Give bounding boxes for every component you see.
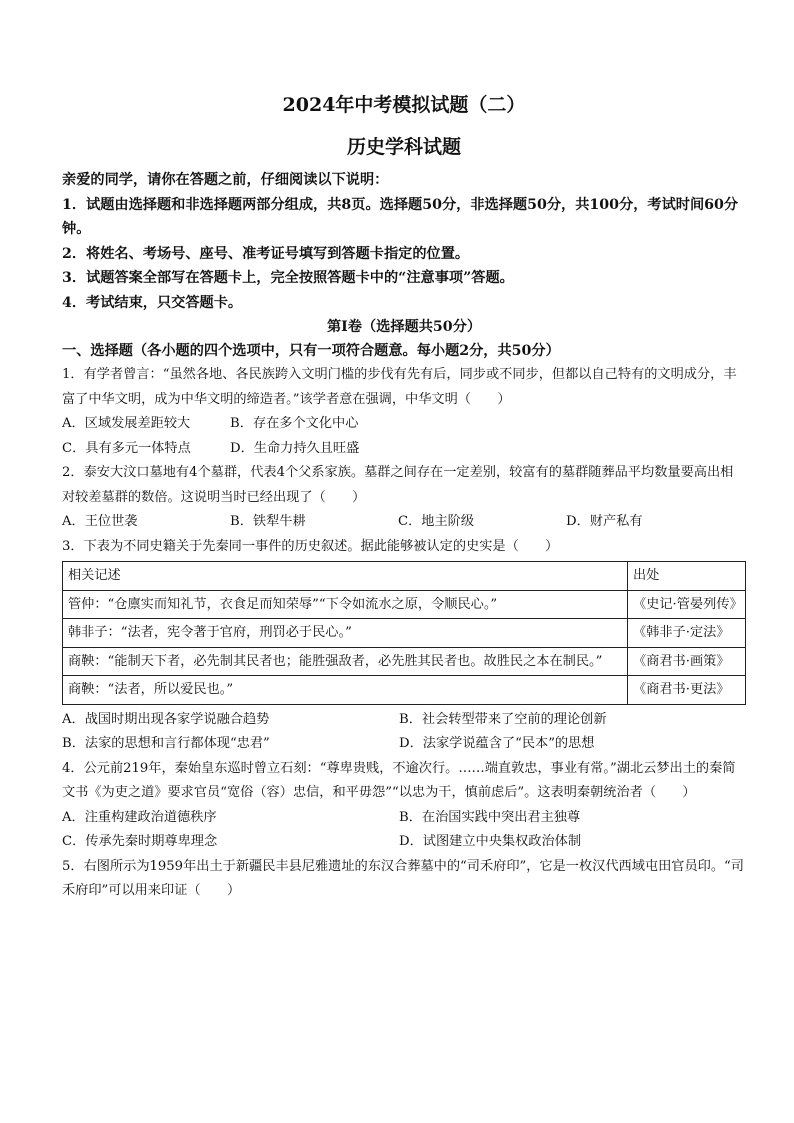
table-header-cell: 出处 xyxy=(628,562,746,591)
table-row xyxy=(63,676,746,705)
table-row xyxy=(63,590,746,619)
instruction-item: 3．试题答案全部写在答题卡上，完全按照答题卡中的“注意事项”答题。 xyxy=(62,270,514,286)
table-cell: 《史记·管晏列传》 xyxy=(628,590,746,619)
option-a[interactable]: A．注重构建政治道德秩序 xyxy=(62,809,217,825)
option-a[interactable]: A．王位世袭 xyxy=(62,514,138,529)
table-cell: 商鞅：“能制天下者，必先制其民者也；能胜强敌者，必先胜其民者也。故胜民之本在制民。” xyxy=(63,647,628,676)
question-4-options xyxy=(62,830,746,855)
table-header-cell: 相关记述 xyxy=(63,562,628,591)
option-b[interactable]: B．存在多个文化中心 xyxy=(230,416,359,431)
question-4-options xyxy=(62,806,746,831)
question-3-options xyxy=(62,732,746,757)
option-c[interactable]: C．地主阶级 xyxy=(398,514,475,529)
table-header-row xyxy=(63,562,746,591)
instructions xyxy=(62,168,746,315)
question-1-options xyxy=(62,412,746,437)
table-cell: 管仲：“仓廪实而知礼节，衣食足而知荣辱”“下令如流水之原，令顺民心。” xyxy=(63,590,628,619)
table-cell: 商鞅：“法者，所以爱民也。” xyxy=(63,676,628,705)
question-5-stem: 5．右图所示为1959年出土于新疆民丰县尼雅遗址的东汉合葬墓中的“司禾府印”，它是一枚汉代西域屯田官员印。“司禾府印”可以用来印证（ ） xyxy=(62,858,744,898)
option-d[interactable]: D．财产私有 xyxy=(566,514,643,529)
table-cell: 《韩非子·定法》 xyxy=(628,619,746,648)
question-3-options xyxy=(62,708,746,733)
instruction-item: 2．将姓名、考场号、座号、准考证号填写到答题卡指定的位置。 xyxy=(62,245,470,262)
question-1-options xyxy=(62,437,746,462)
instruction-item: 1．试题由选择题和非选择题两部分组成，共8页。选择题50分，非选择题50分，共100分，考试时间60分钟。 xyxy=(62,196,739,237)
table-cell: 韩非子：“法者，宪令著于官府，刑罚必于民心。” xyxy=(63,619,628,648)
question-4-stem: 4．公元前219年，秦始皇东巡时曾立石刻：“尊卑贵贱，不逾次行。……端直敦忠，事业有常。”湖北云梦出土的秦简文书《为吏之道》要求官员“宽俗（容）忠信，和平毋怨”“以忠为干，慎前虑后”。这表明秦朝统治者（ ） xyxy=(62,760,736,800)
source-table xyxy=(62,561,746,705)
part-title: 一、选择题（各小题的四个选项中，只有一项符合题意。每小题2分，共50分） xyxy=(62,343,560,359)
option-d[interactable]: D．生命力持久且旺盛 xyxy=(230,440,360,456)
option-a[interactable]: A．战国时期出现各家学说融合趋势 xyxy=(62,711,270,727)
instructions-greeting: 亲爱的同学，请你在答题之前，仔细阅读以下说明： xyxy=(62,172,389,188)
question-3-stem: 3．下表为不同史籍关于先秦同一事件的历史叙述。据此能够被认定的史实是（ ） xyxy=(62,538,559,554)
option-b[interactable]: B．在治国实践中突出君主独尊 xyxy=(399,809,581,825)
option-c[interactable]: B．法家的思想和言行都体现“忠君” xyxy=(62,736,270,751)
option-c[interactable]: C．传承先秦时期尊卑理念 xyxy=(62,834,218,849)
instruction-item: 4．考试结束，只交答题卡。 xyxy=(62,294,243,311)
exam-page xyxy=(62,92,746,904)
table-cell: 《商君书·画策》 xyxy=(628,647,746,676)
exam-title: 2024年中考模拟试题（二） xyxy=(282,94,526,116)
option-b[interactable]: B．铁犁牛耕 xyxy=(230,514,306,529)
option-d[interactable]: D．试图建立中央集权政治体制 xyxy=(399,834,582,849)
option-a[interactable]: A．区域发展差距较大 xyxy=(62,416,191,431)
question-1-stem: 1．有学者曾言：“虽然各地、各民族跨入文明门槛的步伐有先有后，同步或不同步，但都以自己特有的文明成分，丰富了中华文明，成为中华文明的缔造者。”该学者意在强调，中华文明（ ） xyxy=(62,367,737,407)
option-b[interactable]: B．社会转型带来了空前的理论创新 xyxy=(399,711,607,727)
table-cell: 《商君书·更法》 xyxy=(628,676,746,705)
question-2-options xyxy=(62,510,746,535)
question-2-stem: 2．泰安大汶口墓地有4个墓群，代表4个父系家族。墓群之间存在一定差别，较富有的墓群随葬品平均数量要高出相对较差墓群的数倍。这说明当时已经出现了（ ） xyxy=(62,465,734,505)
table-row xyxy=(63,647,746,676)
option-c[interactable]: C．具有多元一体特点 xyxy=(62,440,191,456)
section-title: 第Ⅰ卷（选择题共50分） xyxy=(326,319,482,335)
exam-subtitle: 历史学科试题 xyxy=(346,136,461,158)
option-d[interactable]: D．法家学说蕴含了“民本”的思想 xyxy=(399,736,595,751)
table-row xyxy=(63,619,746,648)
